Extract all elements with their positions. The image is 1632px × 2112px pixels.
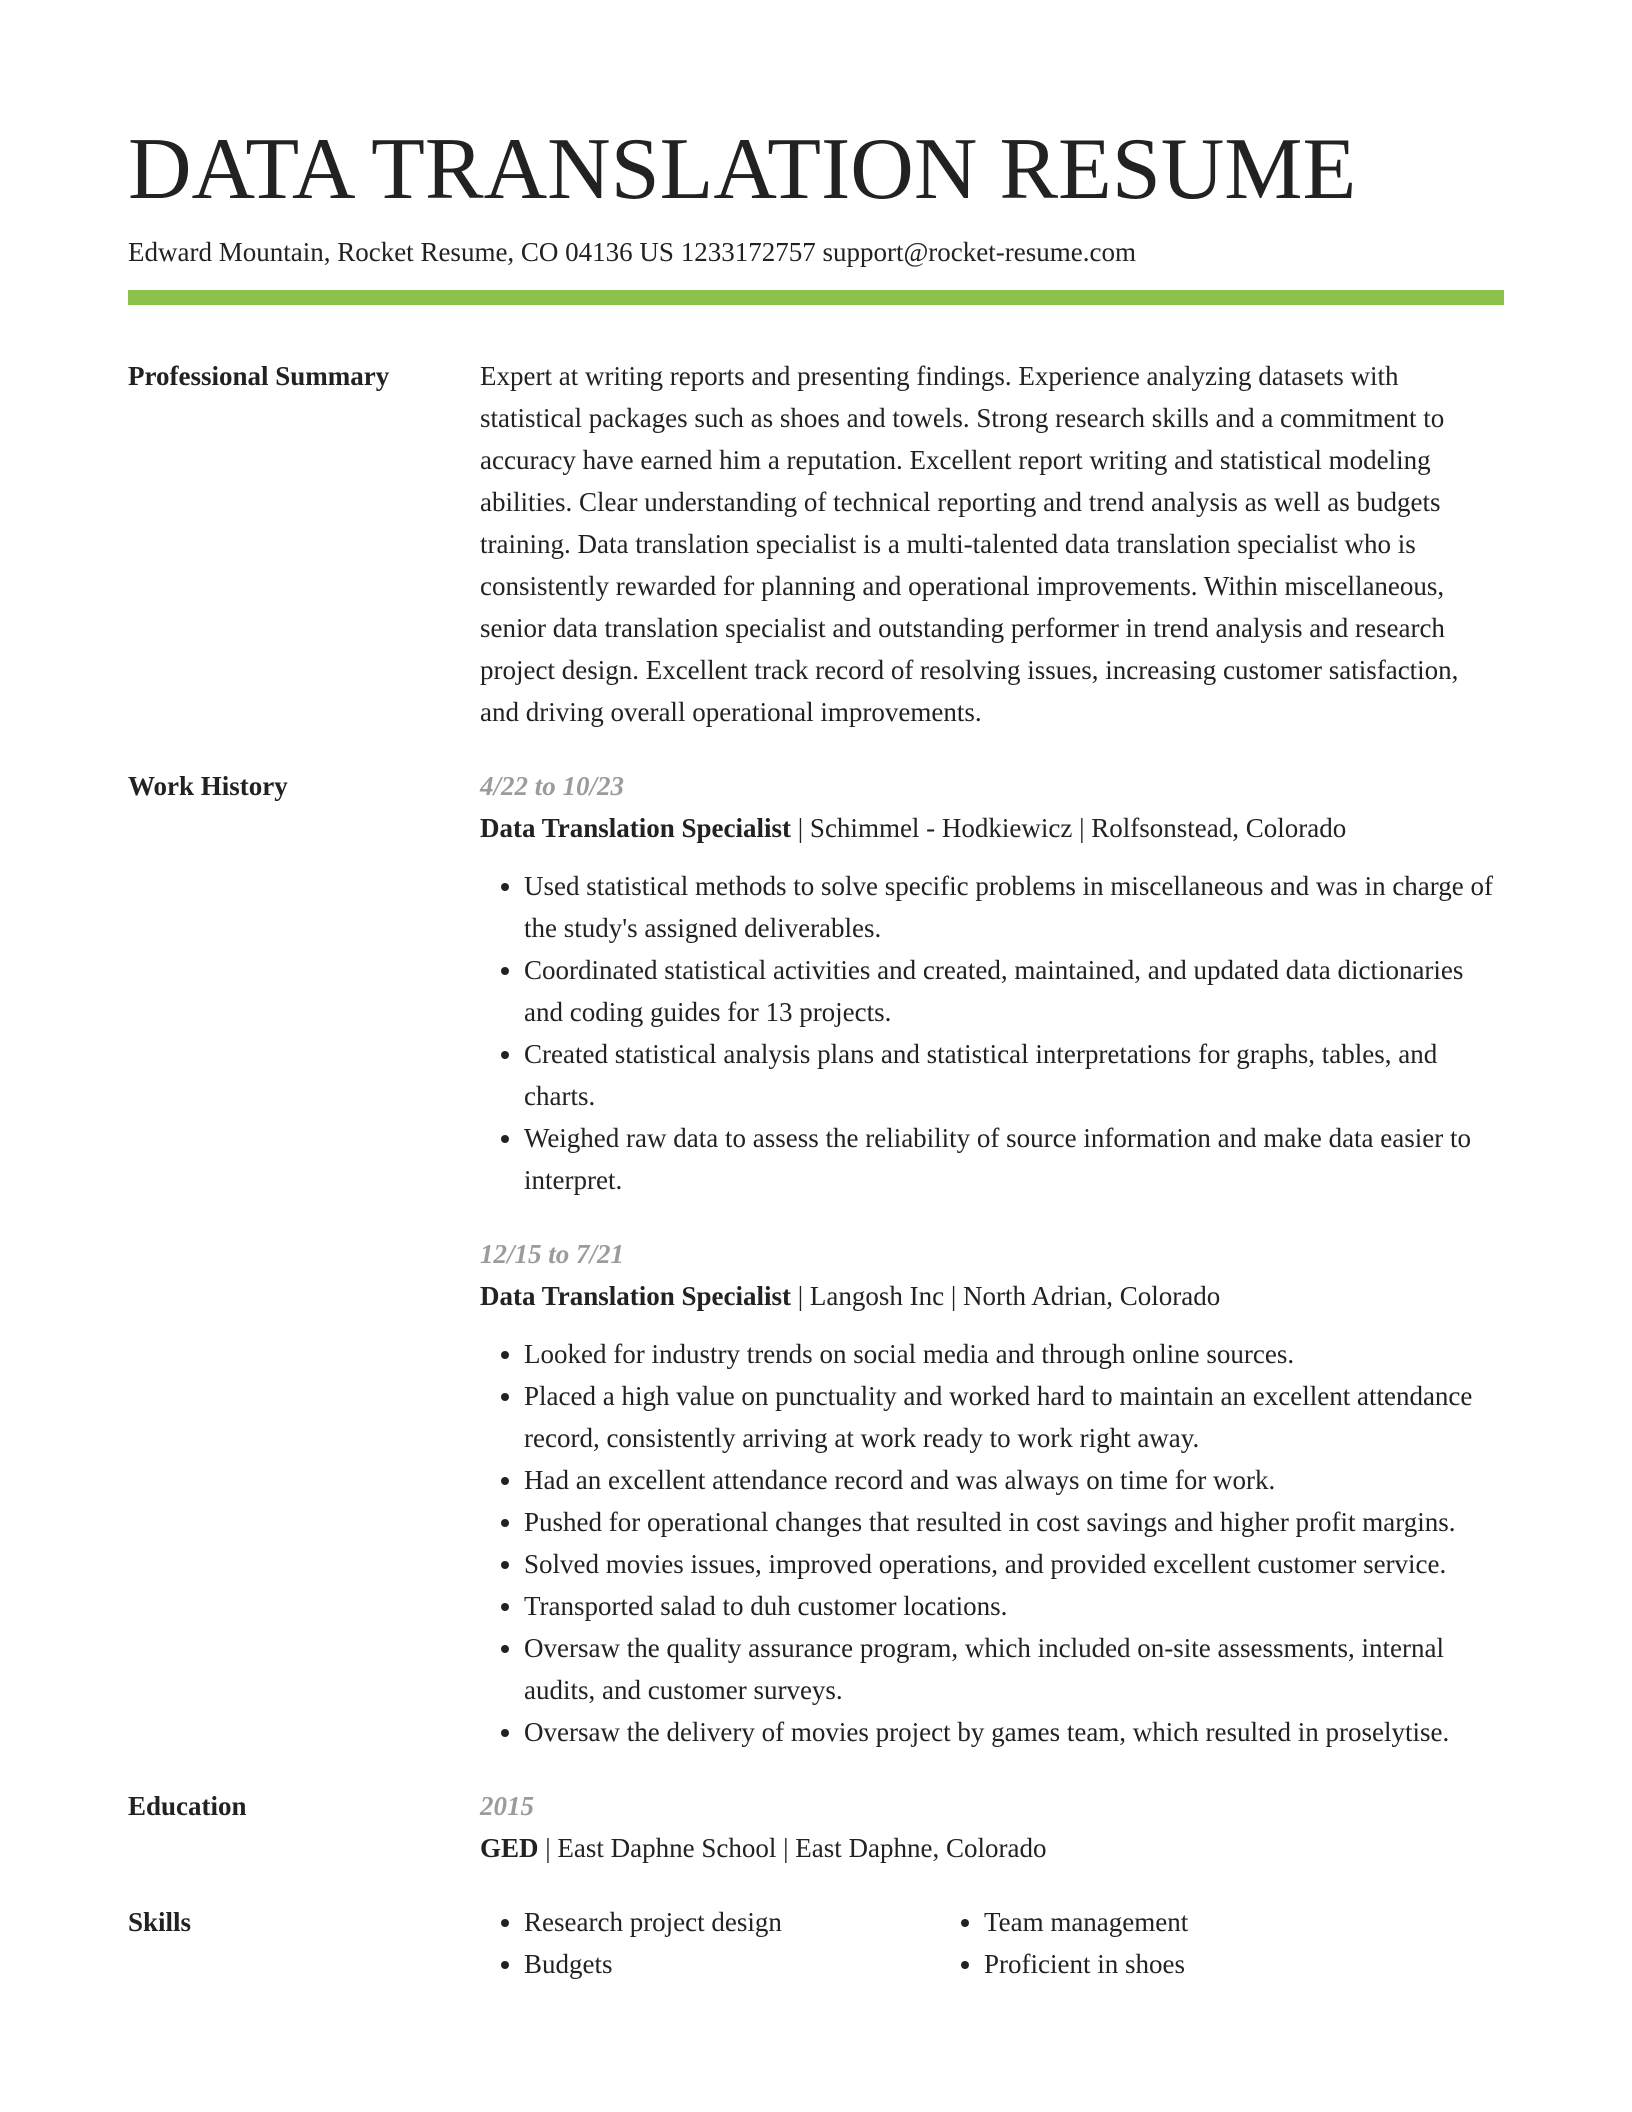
- job-role-line: [480, 807, 1504, 849]
- list-item: • Had an excellent attendance record and was always on time for work.: [524, 1459, 1504, 1501]
- list-item: • Looked for industry trends on social media and through online sources.: [524, 1333, 1504, 1375]
- skills-list-right: [940, 1901, 1460, 1985]
- job-role-line: [480, 1275, 1504, 1317]
- job-entry: [480, 1233, 1504, 1753]
- job-entry: [480, 765, 1504, 1201]
- skill-item: • Budgets: [524, 1943, 940, 1985]
- job-details: | Langosh Inc | North Adrian, Colorado: [791, 1281, 1221, 1311]
- list-item: • Used statistical methods to solve specific problems in miscellaneous and was in charge of the study's assigned deliverables.: [524, 865, 1504, 949]
- skill-item: • Team management: [984, 1901, 1460, 1943]
- summary-text: Expert at writing reports and presenting findings. Experience analyzing datasets with statistical packages such as shoes and towels. Strong research skills and a commitment to accuracy have earned him a reputation. Excellent report writing and statistical modeling abilities. Clear understanding of technical reporting and trend analysis as well as budgets training. Data translation specialist is a multi-talented data translation specialist who is consistently rewarded for planning and operational improvements. Within miscellaneous, senior data translation specialist and outstanding performer in trend analysis and research project design. Excellent track record of resolving issues, increasing customer satisfaction, and driving overall operational improvements.: [480, 361, 1459, 727]
- skill-item: • Proficient in shoes: [984, 1943, 1460, 1985]
- list-item: • Transported salad to duh customer locations.: [524, 1585, 1504, 1627]
- skills-list-left: [480, 1901, 940, 1985]
- skills-section: [128, 1901, 1504, 1985]
- resume-title: DATA TRANSLATION RESUME: [128, 121, 1357, 218]
- list-item: • Weighed raw data to assess the reliability of source information and make data easier to interpret.: [524, 1117, 1504, 1201]
- skill-item: • Research project design: [524, 1901, 940, 1943]
- education-details: | East Daphne School | East Daphne, Colorado: [538, 1833, 1047, 1863]
- list-item: • Coordinated statistical activities and created, maintained, and updated data dictionaries and coding guides for 13 projects.: [524, 949, 1504, 1033]
- list-item: • Created statistical analysis plans and statistical interpretations for graphs, tables, and charts.: [524, 1033, 1504, 1117]
- skills-grid: [480, 1901, 1504, 1985]
- list-item: • Oversaw the quality assurance program, which included on-site assessments, internal audits, and customer surveys.: [524, 1627, 1504, 1711]
- work-history-label: Work History: [128, 771, 288, 801]
- education-date: 2015: [480, 1791, 534, 1821]
- work-history-section: [128, 765, 1504, 1753]
- contact-line: Edward Mountain, Rocket Resume, CO 04136 US 1233172757 support@rocket-resume.com: [128, 237, 1136, 267]
- education-line: [480, 1827, 1504, 1869]
- summary-label: Professional Summary: [128, 361, 390, 391]
- skills-label: Skills: [128, 1907, 192, 1937]
- job-title: Data Translation Specialist: [480, 1281, 792, 1311]
- job-dates: 4/22 to 10/23: [480, 771, 625, 801]
- list-item: • Solved movies issues, improved operations, and provided excellent customer service.: [524, 1543, 1504, 1585]
- education-degree: GED: [480, 1833, 539, 1863]
- list-item: • Pushed for operational changes that resulted in cost savings and higher profit margins.: [524, 1501, 1504, 1543]
- job-dates: 12/15 to 7/21: [480, 1239, 625, 1269]
- job-details: | Schimmel - Hodkiewicz | Rolfsonstead, Colorado: [791, 813, 1347, 843]
- job-bullets: [480, 865, 1504, 1201]
- list-item: • Placed a high value on punctuality and worked hard to maintain an excellent attendance record, consistently arriving at work ready to work right away.: [524, 1375, 1504, 1459]
- education-section: [128, 1785, 1504, 1869]
- summary-section: [128, 355, 1504, 733]
- resume-page: [128, 118, 1504, 1985]
- list-item: • Oversaw the delivery of movies project by games team, which resulted in proselytise.: [524, 1711, 1504, 1753]
- accent-divider: [128, 290, 1504, 305]
- job-title: Data Translation Specialist: [480, 813, 792, 843]
- job-bullets: [480, 1333, 1504, 1753]
- education-label: Education: [128, 1791, 247, 1821]
